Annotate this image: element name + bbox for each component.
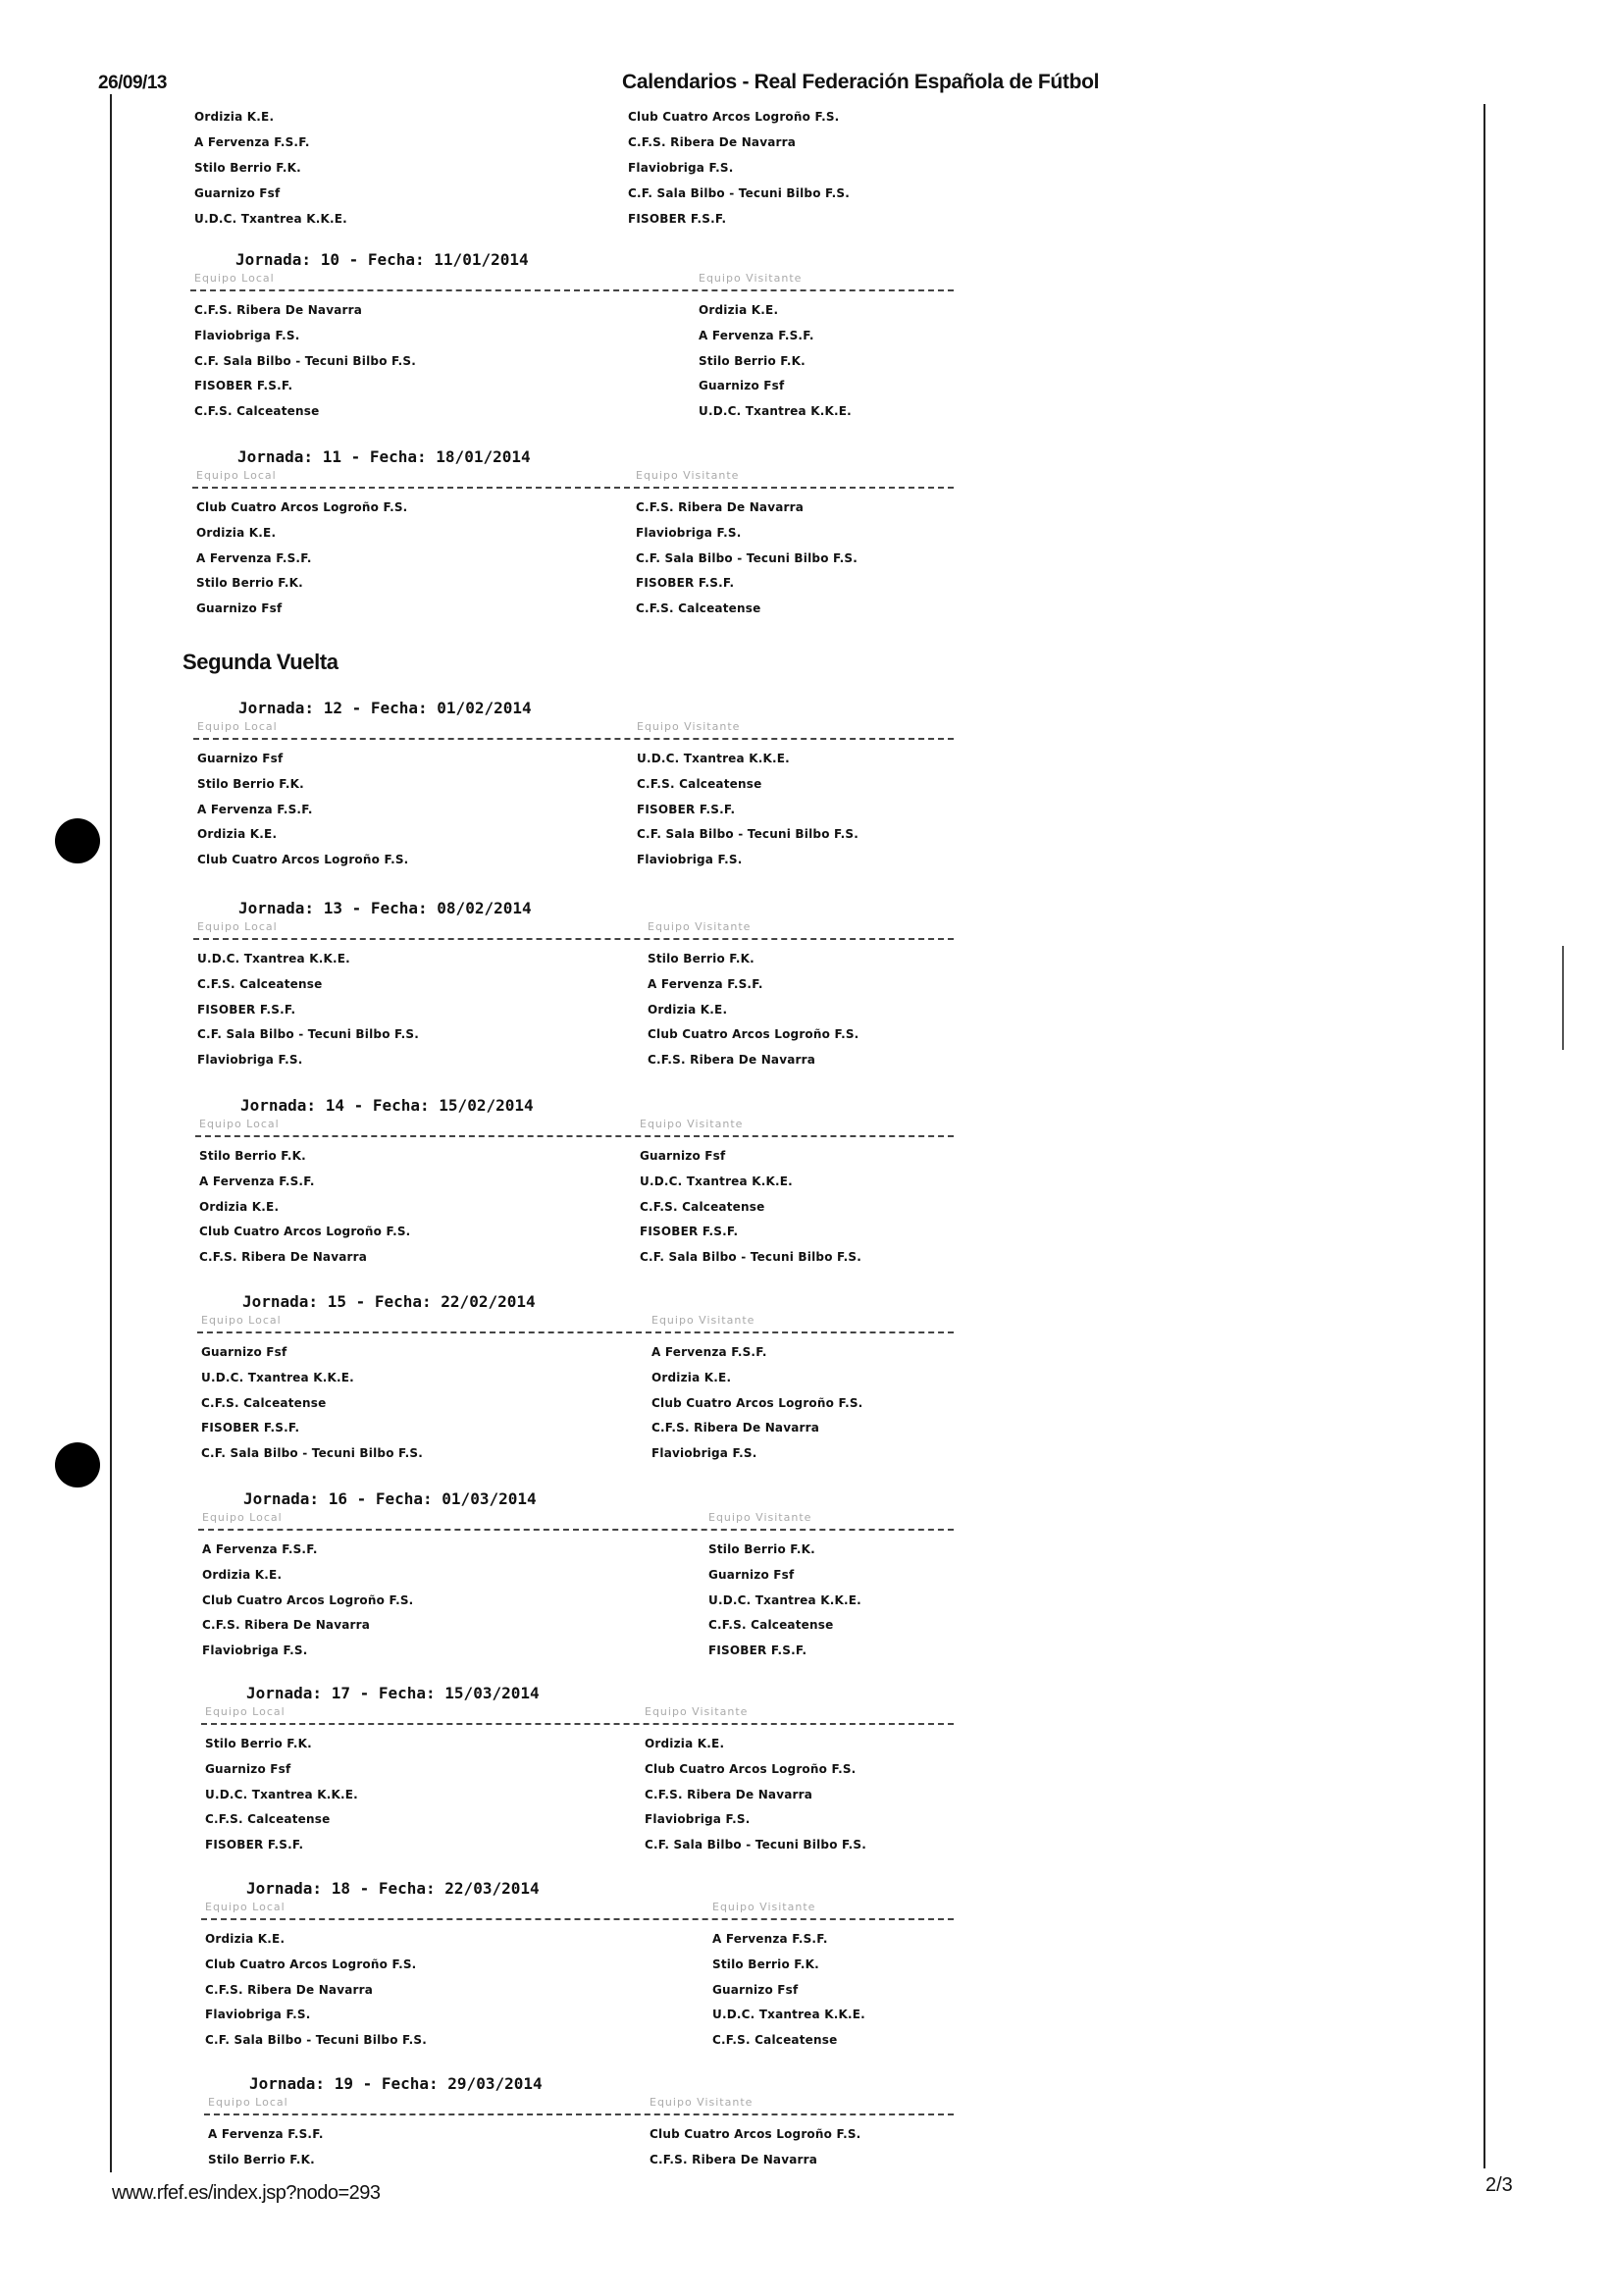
match-local-team: Stilo Berrio F.K. [194,161,301,175]
column-header-visitante: Equipo Visitante [699,272,803,285]
match-visiting-team: A Fervenza F.S.F. [648,976,763,991]
match-local-team: U.D.C. Txantrea K.K.E. [197,952,350,965]
match-local-team: Stilo Berrio F.K. [205,1737,312,1750]
match-local-team: A Fervenza F.S.F. [199,1174,315,1188]
jornada-title: Jornada: 11 - Fecha: 18/01/2014 [237,447,531,466]
match-visiting-team: A Fervenza F.S.F. [651,1345,767,1359]
match-local-team: C.F.S. Calceatense [201,1395,327,1410]
match-visiting-team: FISOBER F.S.F. [708,1644,807,1658]
header-rule [197,1331,954,1333]
match-local-team: C.F.S. Calceatense [197,976,323,991]
match-local-team: Ordizia K.E. [194,110,275,124]
print-date: 26/09/13 [98,73,167,93]
column-header-local: Equipo Local [199,1118,280,1130]
header-rule [201,1918,954,1920]
column-header-local: Equipo Local [205,1705,286,1718]
match-visiting-team: C.F.S. Ribera De Navarra [650,2152,818,2166]
match-local-team: Guarnizo Fsf [205,1761,291,1776]
column-header-local: Equipo Local [196,469,277,482]
match-local-team: C.F. Sala Bilbo - Tecuni Bilbo F.S. [194,353,417,368]
jornada-title: Jornada: 10 - Fecha: 11/01/2014 [235,250,529,269]
header-rule [193,738,954,740]
match-local-team: Stilo Berrio F.K. [199,1149,306,1163]
match-visiting-team: Guarnizo Fsf [708,1567,795,1582]
column-header-visitante: Equipo Visitante [648,920,752,933]
column-header-local: Equipo Local [202,1511,283,1524]
page-number: 2/3 [1485,2174,1513,2196]
match-local-team: C.F. Sala Bilbo - Tecuni Bilbo F.S. [205,2033,428,2048]
match-local-team: Club Cuatro Arcos Logroño F.S. [199,1225,411,1239]
match-local-team: Club Cuatro Arcos Logroño F.S. [197,853,409,867]
match-visiting-team: U.D.C. Txantrea K.K.E. [708,1592,861,1607]
match-visiting-team: C.F.S. Calceatense [636,601,761,616]
match-local-team: C.F.S. Calceatense [194,404,320,419]
match-visiting-team: Guarnizo Fsf [712,1982,799,1997]
match-visiting-team: Stilo Berrio F.K. [648,952,754,965]
match-local-team: Ordizia K.E. [196,525,277,540]
match-local-team: Guarnizo Fsf [197,752,284,765]
header-rule [201,1723,954,1725]
right-margin-line [1483,104,1485,2168]
match-visiting-team: A Fervenza F.S.F. [712,1932,828,1946]
match-local-team: Guarnizo Fsf [196,601,283,616]
match-visiting-team: Ordizia K.E. [648,1002,728,1017]
column-header-visitante: Equipo Visitante [637,720,741,733]
match-visiting-team: U.D.C. Txantrea K.K.E. [640,1174,793,1188]
match-visiting-team: Flaviobriga F.S. [651,1446,757,1461]
match-local-team: C.F. Sala Bilbo - Tecuni Bilbo F.S. [197,1027,420,1042]
match-local-team: U.D.C. Txantrea K.K.E. [205,1787,358,1801]
match-visiting-team: C.F. Sala Bilbo - Tecuni Bilbo F.S. [637,827,859,842]
match-visiting-team: Guarnizo Fsf [640,1149,726,1163]
match-visiting-team: C.F.S. Ribera De Navarra [645,1787,813,1801]
column-header-visitante: Equipo Visitante [651,1314,755,1327]
match-local-team: Ordizia K.E. [205,1932,286,1946]
match-local-team: Ordizia K.E. [202,1567,283,1582]
match-local-team: Flaviobriga F.S. [205,2008,311,2022]
header-rule [193,938,954,940]
section-title: Segunda Vuelta [182,650,338,674]
match-local-team: Flaviobriga F.S. [202,1644,308,1658]
match-local-team: FISOBER F.S.F. [201,1421,300,1435]
match-visiting-team: U.D.C. Txantrea K.K.E. [637,752,790,765]
match-visiting-team: Club Cuatro Arcos Logroño F.S. [648,1027,859,1042]
match-local-team: Stilo Berrio F.K. [196,576,303,591]
column-header-visitante: Equipo Visitante [650,2096,754,2109]
match-local-team: FISOBER F.S.F. [194,379,293,393]
column-header-visitante: Equipo Visitante [712,1901,816,1913]
match-local-team: C.F.S. Ribera De Navarra [194,303,363,317]
match-visiting-team: U.D.C. Txantrea K.K.E. [699,404,852,419]
footer-url: www.rfef.es/index.jsp?nodo=293 [112,2182,381,2204]
match-local-team: Flaviobriga F.S. [197,1053,303,1068]
match-visiting-team: C.F. Sala Bilbo - Tecuni Bilbo F.S. [628,186,851,200]
match-visiting-team: Flaviobriga F.S. [636,525,742,540]
punch-hole-top [55,818,100,863]
match-local-team: Guarnizo Fsf [194,186,281,200]
match-visiting-team: Flaviobriga F.S. [628,161,734,175]
header-rule [192,487,954,489]
left-margin-line [110,94,112,2172]
match-visiting-team: Guarnizo Fsf [699,379,785,393]
match-local-team: A Fervenza F.S.F. [197,802,313,816]
page-title: Calendarios - Real Federación Española de Fútbol [622,71,1100,93]
match-visiting-team: C.F.S. Ribera De Navarra [648,1053,816,1068]
match-visiting-team: C.F. Sala Bilbo - Tecuni Bilbo F.S. [640,1250,862,1265]
match-local-team: C.F. Sala Bilbo - Tecuni Bilbo F.S. [201,1446,424,1461]
match-local-team: C.F.S. Calceatense [205,1812,331,1827]
match-visiting-team: C.F.S. Calceatense [637,776,762,791]
column-header-local: Equipo Local [197,720,278,733]
match-visiting-team: Stilo Berrio F.K. [699,353,806,368]
match-local-team: FISOBER F.S.F. [197,1002,296,1017]
match-visiting-team: Flaviobriga F.S. [645,1812,751,1827]
jornada-title: Jornada: 12 - Fecha: 01/02/2014 [238,699,532,717]
match-visiting-team: C.F. Sala Bilbo - Tecuni Bilbo F.S. [636,550,859,565]
match-visiting-team: Club Cuatro Arcos Logroño F.S. [645,1761,857,1776]
match-local-team: Flaviobriga F.S. [194,328,300,342]
match-visiting-team: Ordizia K.E. [651,1370,732,1384]
match-visiting-team: C.F.S. Ribera De Navarra [628,135,797,149]
match-visiting-team: Club Cuatro Arcos Logroño F.S. [651,1395,863,1410]
match-local-team: Ordizia K.E. [197,827,278,842]
match-visiting-team: Stilo Berrio F.K. [712,1957,819,1971]
match-local-team: A Fervenza F.S.F. [194,135,310,149]
column-header-local: Equipo Local [205,1901,286,1913]
match-visiting-team: Club Cuatro Arcos Logroño F.S. [650,2127,861,2141]
match-visiting-team: C.F.S. Calceatense [640,1199,765,1214]
column-header-local: Equipo Local [208,2096,288,2109]
match-local-team: A Fervenza F.S.F. [208,2127,324,2141]
match-visiting-team: Stilo Berrio F.K. [708,1542,815,1556]
header-rule [198,1529,954,1531]
match-visiting-team: Ordizia K.E. [699,303,779,317]
jornada-title: Jornada: 15 - Fecha: 22/02/2014 [242,1292,536,1311]
match-visiting-team: Flaviobriga F.S. [637,853,743,867]
match-local-team: Stilo Berrio F.K. [197,776,304,791]
match-visiting-team: C.F.S. Calceatense [708,1618,834,1633]
match-visiting-team: C.F.S. Ribera De Navarra [651,1421,820,1435]
match-local-team: Ordizia K.E. [199,1199,280,1214]
column-header-visitante: Equipo Visitante [636,469,740,482]
column-header-local: Equipo Local [197,920,278,933]
jornada-title: Jornada: 13 - Fecha: 08/02/2014 [238,899,532,917]
match-visiting-team: C.F.S. Calceatense [712,2033,838,2048]
match-local-team: Club Cuatro Arcos Logroño F.S. [196,500,408,514]
column-header-visitante: Equipo Visitante [708,1511,812,1524]
match-local-team: FISOBER F.S.F. [205,1838,304,1852]
jornada-title: Jornada: 16 - Fecha: 01/03/2014 [243,1489,537,1508]
match-local-team: Club Cuatro Arcos Logroño F.S. [205,1957,417,1971]
match-local-team: U.D.C. Txantrea K.K.E. [194,212,347,226]
column-header-visitante: Equipo Visitante [645,1705,749,1718]
match-visiting-team: Ordizia K.E. [645,1737,725,1750]
punch-hole-bottom [55,1442,100,1487]
match-local-team: U.D.C. Txantrea K.K.E. [201,1370,354,1384]
match-local-team: C.F.S. Ribera De Navarra [205,1982,374,1997]
match-visiting-team: C.F. Sala Bilbo - Tecuni Bilbo F.S. [645,1838,867,1852]
column-header-local: Equipo Local [194,272,275,285]
scan-mark [1562,946,1564,1050]
jornada-title: Jornada: 14 - Fecha: 15/02/2014 [240,1096,534,1115]
jornada-title: Jornada: 19 - Fecha: 29/03/2014 [249,2074,543,2093]
jornada-title: Jornada: 18 - Fecha: 22/03/2014 [246,1879,540,1898]
match-local-team: A Fervenza F.S.F. [202,1542,318,1556]
match-local-team: C.F.S. Ribera De Navarra [199,1250,368,1265]
match-visiting-team: FISOBER F.S.F. [640,1225,739,1239]
match-visiting-team: Club Cuatro Arcos Logroño F.S. [628,110,840,124]
match-local-team: C.F.S. Ribera De Navarra [202,1618,371,1633]
match-local-team: Club Cuatro Arcos Logroño F.S. [202,1592,414,1607]
match-local-team: Stilo Berrio F.K. [208,2152,315,2166]
match-visiting-team: FISOBER F.S.F. [628,212,727,226]
jornada-title: Jornada: 17 - Fecha: 15/03/2014 [246,1684,540,1702]
match-visiting-team: C.F.S. Ribera De Navarra [636,500,805,514]
header-rule [195,1135,954,1137]
match-visiting-team: A Fervenza F.S.F. [699,328,814,342]
match-visiting-team: FISOBER F.S.F. [636,576,735,591]
header-rule [204,2113,954,2115]
column-header-visitante: Equipo Visitante [640,1118,744,1130]
match-visiting-team: U.D.C. Txantrea K.K.E. [712,2008,865,2022]
match-local-team: Guarnizo Fsf [201,1345,287,1359]
match-visiting-team: FISOBER F.S.F. [637,802,736,816]
match-local-team: A Fervenza F.S.F. [196,550,312,565]
header-rule [190,289,954,291]
column-header-local: Equipo Local [201,1314,282,1327]
